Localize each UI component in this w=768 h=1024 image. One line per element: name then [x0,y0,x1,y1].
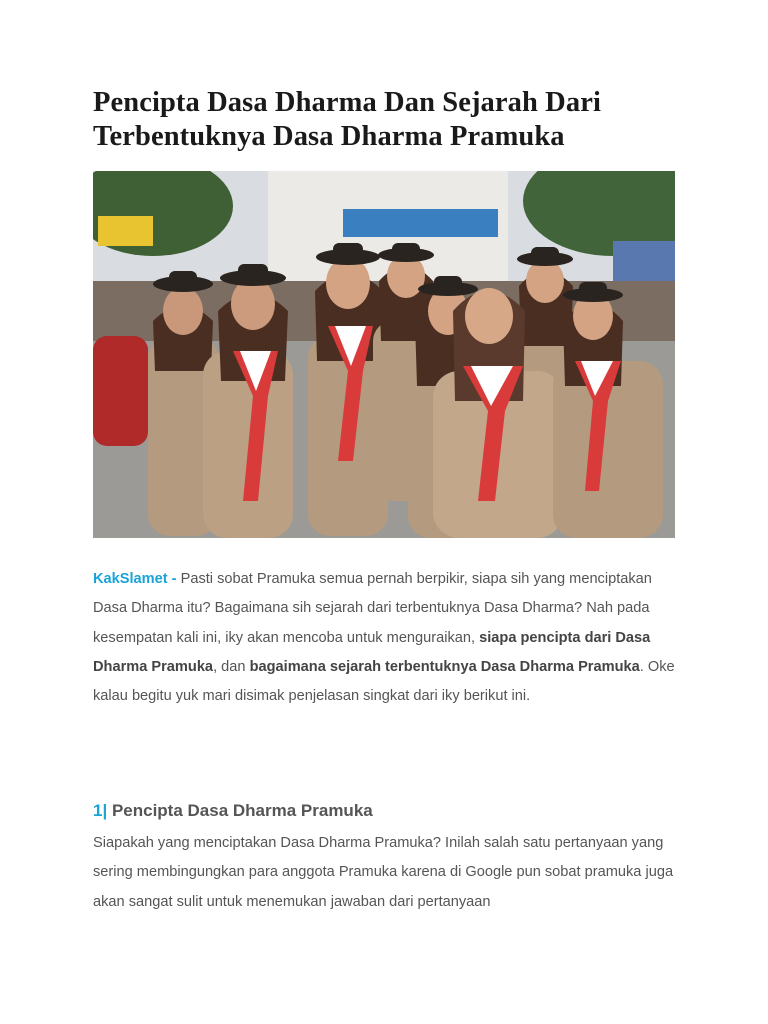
article-title: Pencipta Dasa Dharma Dan Sejarah Dari Terbentuknya Dasa Dharma Pramuka [93,87,601,152]
brand-link[interactable]: KakSlamet - [93,571,177,587]
section-heading [93,798,373,824]
intro-text-3: . Oke kalau begitu yuk mari disimak penjelasan singkat dari iky berikut ini. [93,658,675,705]
intro-bold-1: siapa pencipta dari Dasa Dharma Pramuka [93,629,651,675]
section-title: Pencipta Dasa Dharma Pramuka [107,801,373,820]
intro-paragraph [93,565,675,711]
section-paragraph: Siapakah yang menciptakan Dasa Dharma Pramuka? Inilah salah satu pertanyaan yang sering membingungkan para anggota Pramuka karena di Google pun sobat pramuka juga akan sangat sulit untuk menemukan jawaban dari pertanyaan [93,835,674,910]
intro-text-1: Pasti sobat Pramuka semua pernah berpikir, siapa sih yang menciptakan Dasa Dharma itu? Bagaimana sih sejarah dari terbentuknya Dasa Dharma? Nah pada kesempatan kali ini, iky akan mencoba untuk menguraikan, [93,571,652,646]
intro-text-2: , dan [213,658,250,675]
section-number: 1| [93,801,108,820]
article-photo [93,171,675,538]
intro-bold-2: bagaimana sejarah terbentuknya Dasa Dharma Pramuka [249,658,640,675]
scouts-photo-illustration [93,171,675,538]
